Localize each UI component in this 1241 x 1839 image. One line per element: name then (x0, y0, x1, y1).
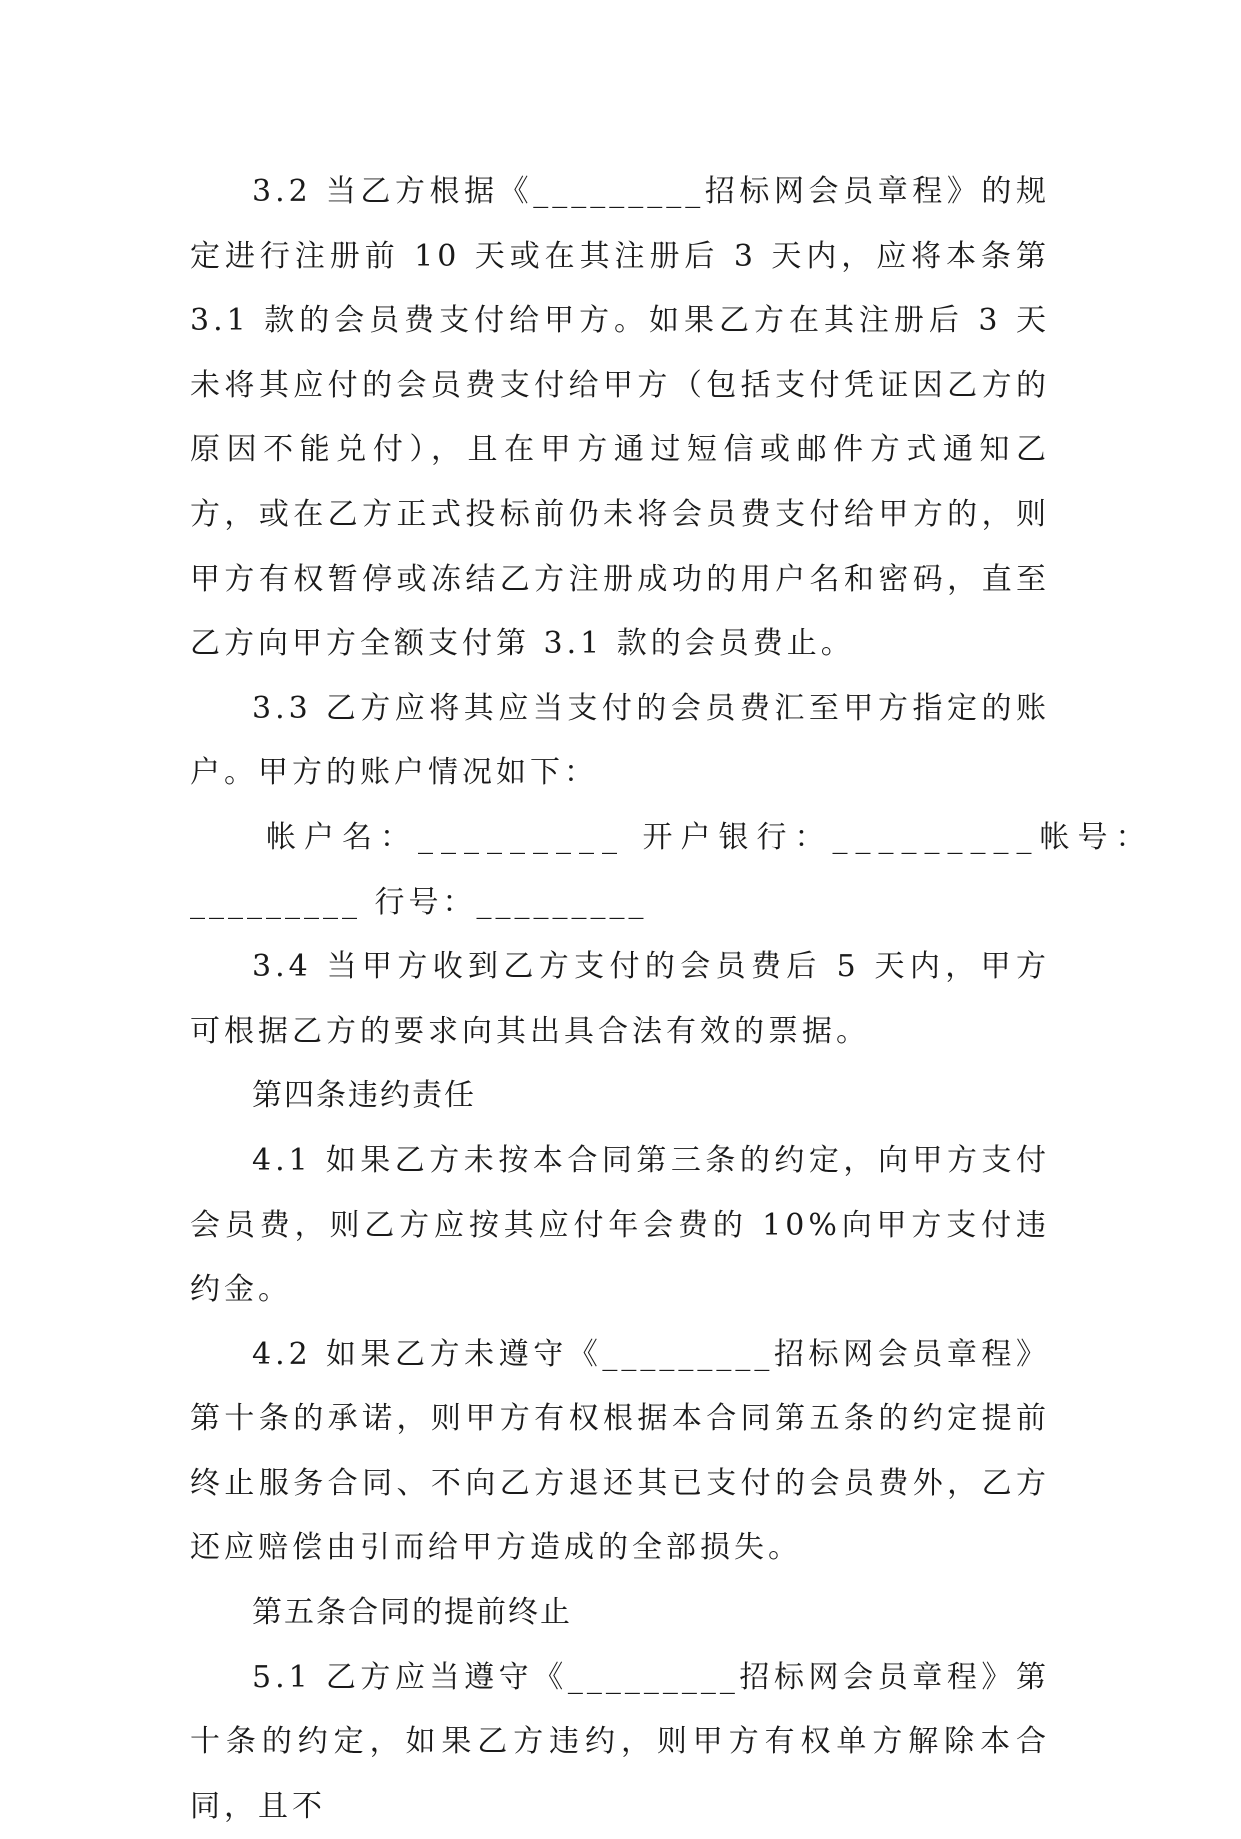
section-heading-article-5: 第五条合同的提前终止 (252, 1595, 572, 1631)
paragraph-5-1: 5.1 乙方应当遵守《_________招标网会员章程》第十条的约定，如果乙方违约，则甲方有权单方解除本合同，且不 (190, 1659, 1050, 1824)
section-heading-article-4: 第四条违约责任 (252, 1078, 476, 1114)
paragraph-3-4: 3.4 当甲方收到乙方支付的会员费后 5 天内，甲方可根据乙方的要求向其出具合法有效的票据。 (190, 949, 1050, 1049)
paragraph-4-1: 4.1 如果乙方未按本合同第三条的约定，向甲方支付会员费，则乙方应按其应付年会费的 10%向甲方支付违约金。 (190, 1142, 1050, 1308)
account-info-line-2: _________ 行号：_________ (190, 884, 648, 920)
paragraph-3-3: 3.3 乙方应将其应当支付的会员费汇至甲方指定的账户。甲方的账户情况如下： (190, 690, 1050, 791)
document-body (190, 160, 1154, 1839)
paragraph-4-2: 4.2 如果乙方未遵守《_________招标网会员章程》第十条的承诺，则甲方有权根据本合同第五条的约定提前终止服务合同、不向乙方退还其已支付的会员费外，乙方还应赔偿由引而给甲方造成的全部损失。 (190, 1336, 1050, 1566)
paragraph-3-2: 3.2 当乙方根据《_________招标网会员章程》的规定进行注册前 10 天或在其注册后 3 天内，应将本条第 3.1 款的会员费支付给甲方。如果乙方在其注册后 3 天未将其应付的会员费支付给甲方（包括支付凭证因乙方的原因不能兑付），且在甲方通过短信或邮件方式通知乙方，或在乙方正式投标前仍未将会员费支付给甲方的，则甲方有权暂停或冻结乙方注册成功的用户名和密码，直至乙方向甲方全额支付第 3.1 款的会员费止。 (190, 174, 1050, 662)
account-info-line-1: 帐户名：_________ 开户银行：_________帐号： (266, 819, 1154, 855)
